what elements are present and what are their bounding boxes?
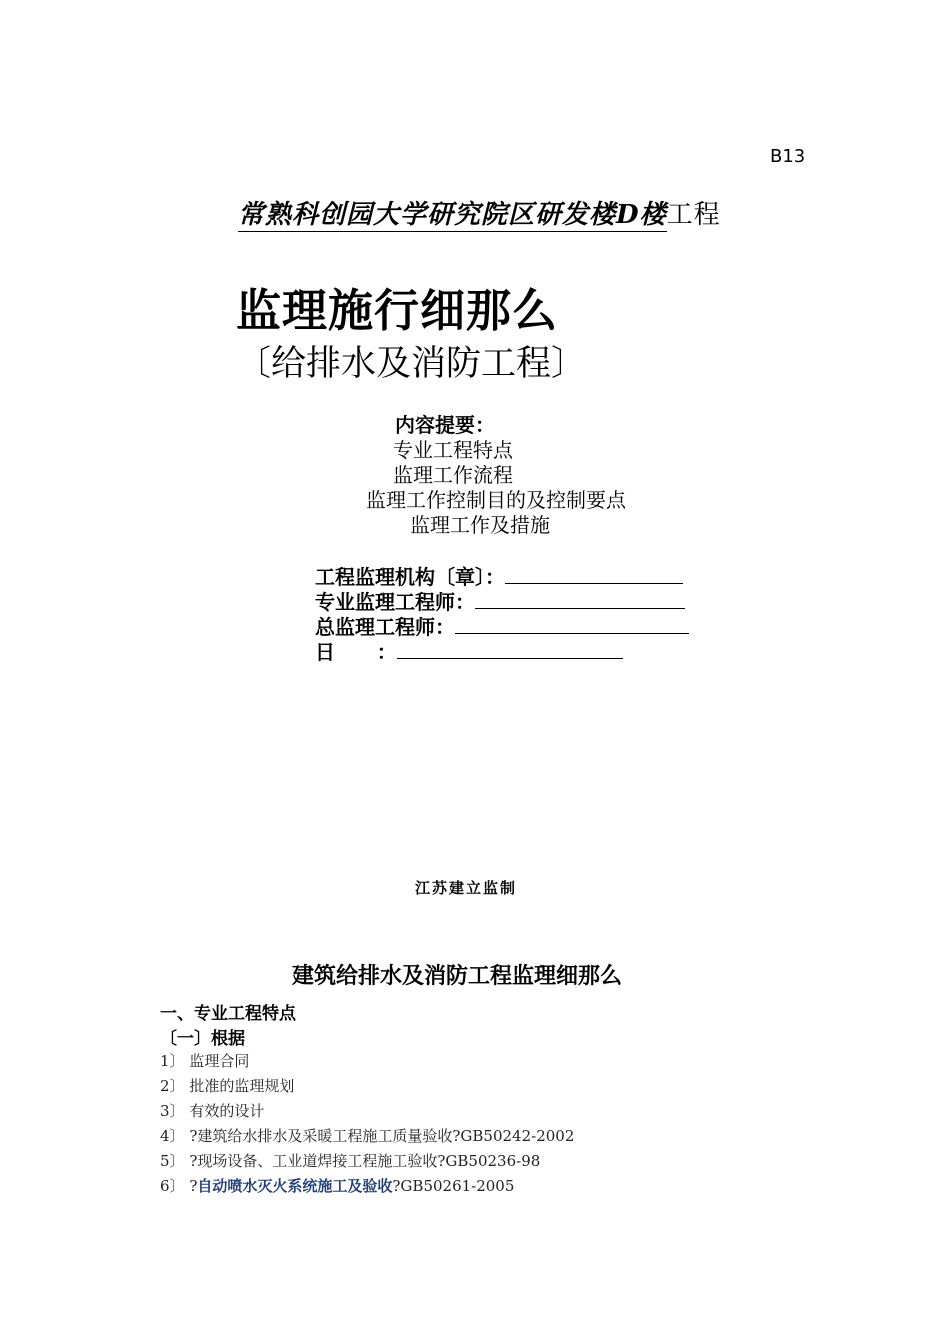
section-title: 建筑给排水及消防工程监理细那么 — [292, 964, 623, 989]
list-item-text: 批准的监理规划 — [189, 1077, 295, 1095]
list-item-number: 6〕 — [160, 1177, 185, 1195]
list-item-number: 4〕 — [160, 1127, 185, 1145]
signature-label: 工程监理机构〔章〕： — [315, 565, 505, 589]
list-item — [160, 1075, 294, 1096]
signature-label: 专业监理工程师： — [315, 590, 475, 614]
project-name-suffix: 工程 — [666, 200, 721, 230]
document-code: B13 — [770, 146, 806, 167]
signature-line — [505, 565, 683, 584]
list-item-prefix: ? — [189, 1177, 198, 1195]
signature-label: 总监理工程师： — [315, 615, 455, 639]
signature-line — [475, 590, 685, 609]
summary-item: 监理工作流程 — [393, 463, 513, 487]
summary-heading: 内容提要： — [395, 413, 495, 437]
signature-row-date — [315, 636, 623, 665]
list-item-number: 3〕 — [160, 1102, 185, 1120]
list-item-text: 有效的设计 — [189, 1102, 265, 1120]
list-item-text: ?建筑给水排水及采暖工程施工质量验收?GB50242-2002 — [189, 1127, 575, 1145]
list-item-text: ?现场设备、工业道焊接工程施工验收?GB50236-98 — [189, 1152, 541, 1170]
signature-label: 日 ： — [315, 640, 397, 664]
project-name — [238, 194, 721, 231]
subsection-heading: 〔一〕根据 — [160, 1029, 245, 1049]
list-item-number: 1〕 — [160, 1052, 185, 1070]
section-heading: 一、专业工程特点 — [160, 1004, 296, 1024]
project-name-main: 常熟科创园大学研究院区研发楼D楼 — [238, 200, 667, 230]
list-item-highlight: 自动喷水灭火系统施工及验收 — [197, 1177, 393, 1195]
summary-item: 监理工作控制目的及控制要点 — [366, 488, 626, 512]
list-item — [160, 1175, 514, 1196]
list-item — [160, 1125, 574, 1146]
list-item — [160, 1150, 540, 1171]
signature-line — [397, 640, 623, 659]
summary-item: 监理工作及措施 — [410, 513, 550, 537]
list-item — [160, 1050, 249, 1071]
list-item-number: 5〕 — [160, 1152, 185, 1170]
summary-item: 专业工程特点 — [393, 438, 513, 462]
list-item — [160, 1100, 264, 1121]
list-item-number: 2〕 — [160, 1077, 185, 1095]
signature-line — [455, 615, 689, 634]
list-item-text: 监理合同 — [189, 1052, 250, 1070]
document-title: 监理施行细那么 — [236, 284, 559, 337]
document-subtitle: 〔给排水及消防工程〕 — [236, 344, 587, 384]
list-item-suffix: ?GB50261-2005 — [392, 1177, 515, 1195]
organization-name: 江苏建立监制 — [415, 879, 518, 897]
